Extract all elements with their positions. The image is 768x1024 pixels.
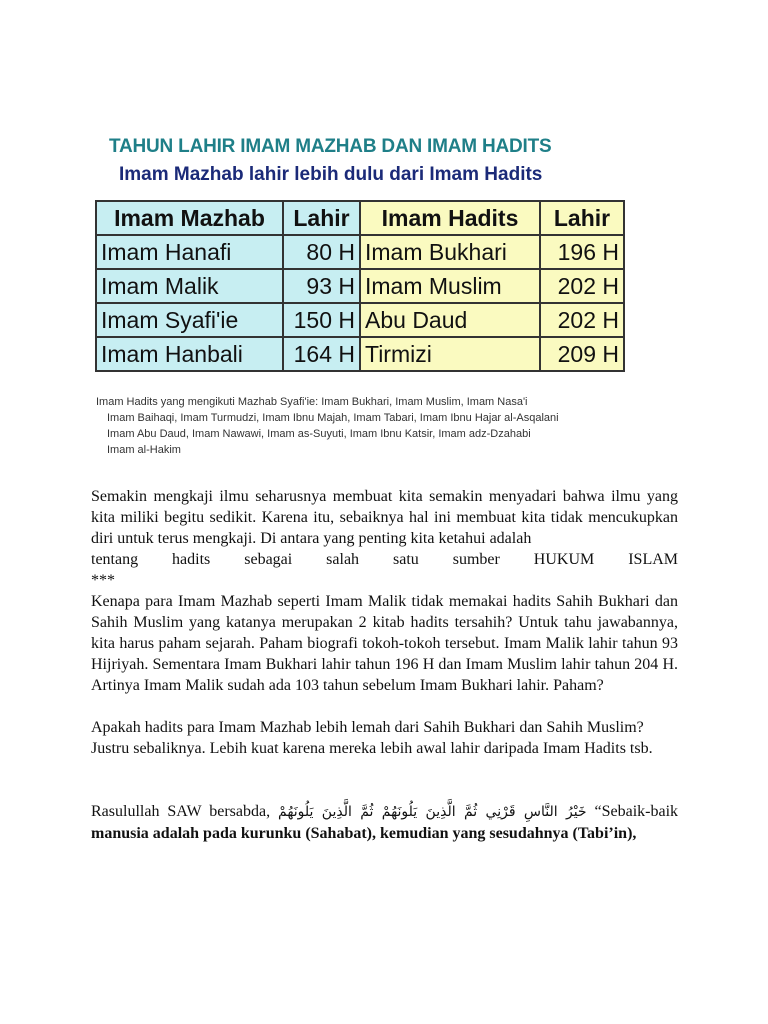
cell-lahir-mazhab: 150 H: [283, 303, 360, 337]
cell-hadits: Tirmizi: [360, 337, 540, 371]
cell-hadits: Abu Daud: [360, 303, 540, 337]
header-imam-hadits: Imam Hadits: [360, 201, 540, 235]
figure-title: TAHUN LAHIR IMAM MAZHAB DAN IMAM HADITS: [109, 136, 552, 157]
paragraph-question: Apakah hadits para Imam Mazhab lebih lemah dari Sahih Bukhari dan Sahih Muslim?: [91, 719, 644, 736]
paragraph-intro: Semakin mengkaji ilmu seharusnya membuat kita semakin menyadari bahwa ilmu yang kita miliki begitu sedikit. Karena itu, sebaiknya hal ini membuat kita tidak mencukupkan diri untuk terus mengkaji. Di antara yang penting kita ketahui adalah: [91, 488, 678, 547]
paragraph-answer: Justru sebaliknya. Lebih kuat karena mereka lebih awal lahir daripada Imam Hadits tsb.: [91, 740, 653, 757]
body-text: [91, 486, 678, 844]
note-line: Imam Abu Daud, Imam Nawawi, Imam as-Suyuti, Imam Ibnu Katsir, Imam adz-Dzahabi: [107, 428, 531, 440]
note-line: Imam Baihaqi, Imam Turmudzi, Imam Ibnu Majah, Imam Tabari, Imam Ibnu Hajar al-Asqalani: [107, 412, 559, 424]
cell-lahir-mazhab: 164 H: [283, 337, 360, 371]
figure-image: [92, 128, 632, 464]
hadith-translation: manusia adalah pada kurunku (Sahabat), kemudian yang sesudahnya (Tabi’in),: [91, 825, 637, 842]
cell-lahir-mazhab: 80 H: [283, 235, 360, 269]
header-lahir-mazhab: Lahir: [283, 201, 360, 235]
hadith-quote-start: “Sebaik-baik: [594, 803, 679, 820]
cell-mazhab: Imam Malik: [96, 269, 283, 303]
hadith-arabic: خَيْرُ النَّاسِ قَرْنِي ثُمَّ الَّذِينَ يَلُونَهُمْ ثُمَّ الَّذِينَ يَلُونَهُمْ: [278, 804, 587, 820]
table-row: [96, 269, 624, 303]
paragraph-hadith: [91, 801, 678, 844]
cell-mazhab: Imam Syafi'ie: [96, 303, 283, 337]
cell-lahir-hadits: 202 H: [540, 269, 624, 303]
paragraph-intro-end: tentang hadits sebagai salah satu sumber HUKUM ISLAM: [91, 551, 678, 568]
cell-lahir-mazhab: 93 H: [283, 269, 360, 303]
cell-mazhab: Imam Hanbali: [96, 337, 283, 371]
cell-hadits: Imam Bukhari: [360, 235, 540, 269]
note-line: Imam Hadits yang mengikuti Mazhab Syafi'ie: Imam Bukhari, Imam Muslim, Imam Nasa'i: [96, 396, 528, 408]
table-row: [96, 303, 624, 337]
spacer: [91, 696, 678, 717]
figure-subtitle: Imam Mazhab lahir lebih dulu dari Imam Hadits: [119, 164, 543, 185]
cell-lahir-hadits: 209 H: [540, 337, 624, 371]
cell-hadits: Imam Muslim: [360, 269, 540, 303]
figure-note: [96, 394, 626, 458]
separator: ***: [91, 572, 115, 589]
cell-lahir-hadits: 202 H: [540, 303, 624, 337]
note-line: Imam al-Hakim: [107, 444, 181, 456]
hadith-prefix: Rasulullah SAW bersabda,: [91, 803, 271, 820]
cell-mazhab: Imam Hanafi: [96, 235, 283, 269]
table-row: [96, 235, 624, 269]
header-lahir-hadits: Lahir: [540, 201, 624, 235]
table-row: [96, 337, 624, 371]
header-imam-mazhab: Imam Mazhab: [96, 201, 283, 235]
paragraph-history: Kenapa para Imam Mazhab seperti Imam Malik tidak memakai hadits Sahih Bukhari dan Sahih Muslim yang katanya merupakan 2 kitab hadits tersahih? Untuk tahu jawabannya, kita harus paham sejarah. Paham biografi tokoh-tokoh tersebut. Imam Malik lahir tahun 93 Hijriyah. Sementara Imam Bukhari lahir tahun 196 H dan Imam Muslim lahir tahun 204 H. Artinya Imam Malik sudah ada 103 tahun sebelum Imam Bukhari lahir. Paham?: [91, 593, 678, 694]
birth-year-table: [95, 200, 625, 372]
cell-lahir-hadits: 196 H: [540, 235, 624, 269]
spacer: [91, 759, 678, 801]
table-header-row: [96, 201, 624, 235]
